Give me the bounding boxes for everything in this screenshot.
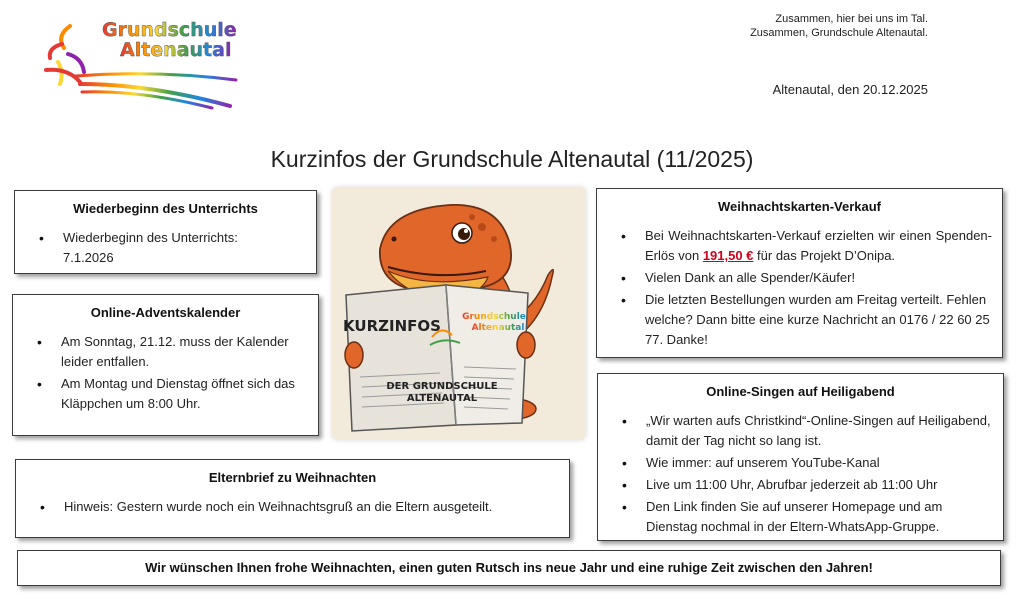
donation-amount: 191,50 € xyxy=(702,248,754,263)
section-wiederbeginn xyxy=(14,190,317,274)
newspaper-subtitle-line2: ALTENAUTAL xyxy=(406,393,478,404)
list-item: • Wie immer: auf unserem YouTube-Kanal xyxy=(598,453,1003,473)
section-list xyxy=(13,332,318,414)
closing-wishes: Wir wünschen Ihnen frohe Weihnachten, einen guten Rutsch ins neue Jahr und eine ruhige Zeit zwischen den Jahren! xyxy=(145,560,873,575)
newspaper-title: KURZINFOS xyxy=(343,317,441,335)
section-list xyxy=(16,497,569,517)
school-logo xyxy=(40,14,240,110)
section-online-singen xyxy=(597,373,1004,541)
logo-text-line2: Altenautal xyxy=(120,39,232,61)
text-fragment: Bei Weihnachtskarten-Verkauf erzielten wir einen Spenden-Erlös von xyxy=(645,228,992,263)
section-heading: Weihnachtskarten-Verkauf xyxy=(717,199,882,214)
section-list xyxy=(597,226,1002,350)
list-item: • „Wir warten aufs Christkind“-Online-Singen auf Heiligabend, damit der Tag nicht so lang ist. xyxy=(598,411,1003,451)
list-item: • Wiederbeginn des Unterrichts: 7.1.2026 xyxy=(15,228,316,268)
section-elternbrief xyxy=(15,459,570,538)
logo-text-line1: Grundschule xyxy=(102,19,237,41)
section-list xyxy=(598,411,1003,537)
newspaper-subtitle-line1: DER GRUNDSCHULE xyxy=(386,381,498,392)
list-item: • Hinweis: Gestern wurde noch ein Weihnachtsgruß an die Eltern ausgeteilt. xyxy=(16,497,569,517)
list-item: • Die letzten Bestellungen wurden am Freitag verteilt. Fehlen welche? Dann bitte eine kurze Nachricht an 0176 / 22 60 25 77. Danke! xyxy=(597,290,1002,350)
newspaper-logo-line2: Altenautal xyxy=(471,323,525,333)
section-heading: Wiederbeginn des Unterrichts xyxy=(73,201,258,216)
list-item xyxy=(597,226,1002,266)
page-title: Kurzinfos der Grundschule Altenautal (11/2025) xyxy=(270,146,754,172)
newspaper-logo-line1: Grundschule xyxy=(462,312,526,322)
motto-line-2: Zusammen, Grundschule Altenautal. xyxy=(750,27,928,39)
motto-line-1: Zusammen, hier bei uns im Tal. xyxy=(775,13,928,25)
list-item: • Vielen Dank an alle Spender/Käufer! xyxy=(597,268,1002,288)
section-wuensche xyxy=(17,550,1001,586)
list-item: • Live um 11:00 Uhr, Abrufbar jederzeit ab 11:00 Uhr xyxy=(598,475,1003,495)
dinosaur-newspaper-illustration xyxy=(332,187,586,440)
section-heading: Online-Adventskalender xyxy=(90,305,241,320)
list-item: • Den Link finden Sie auf unserer Homepage und am Dienstag nochmal in der Eltern-WhatsApp-Gruppe. xyxy=(598,497,1003,537)
list-item: • Am Sonntag, 21.12. muss der Kalender leider entfallen. xyxy=(13,332,318,372)
list-item: • Am Montag und Dienstag öffnet sich das Kläppchen um 8:00 Uhr. xyxy=(13,374,318,414)
section-heading: Elternbrief zu Weihnachten xyxy=(208,470,377,485)
section-heading: Online-Singen auf Heiligabend xyxy=(706,384,895,399)
section-adventskalender xyxy=(12,294,319,436)
section-weihnachtskarten xyxy=(596,188,1003,358)
text-fragment: für das Projekt D’Onipa. xyxy=(753,248,896,263)
school-motto xyxy=(750,12,928,40)
section-list xyxy=(15,228,316,268)
place-date: Altenautal, den 20.12.2025 xyxy=(772,82,928,97)
